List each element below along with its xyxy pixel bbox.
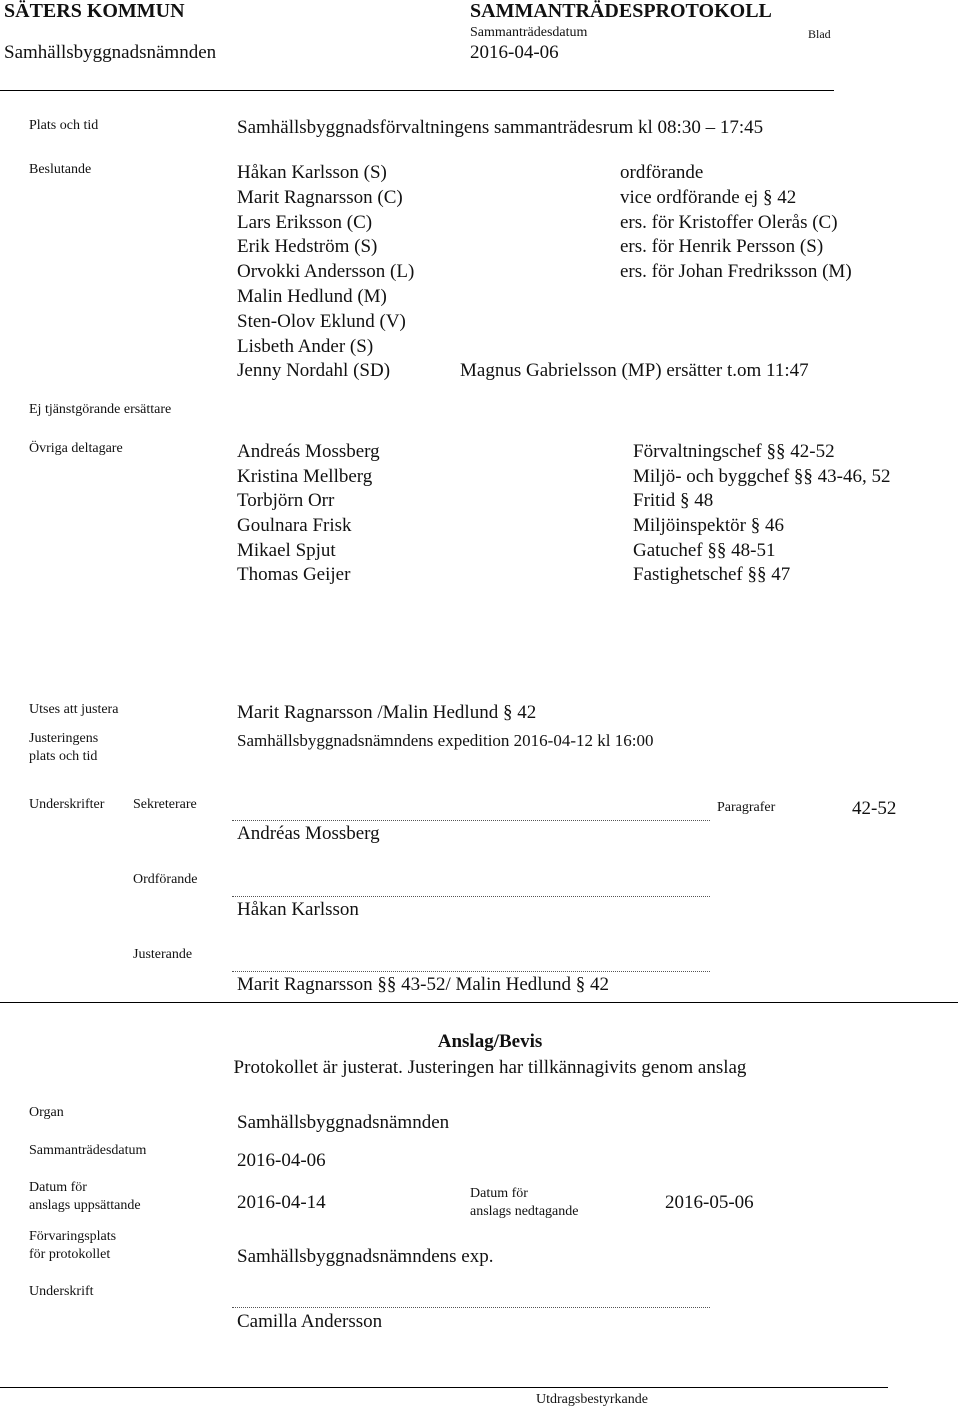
document-type: SAMMANTRÄDESPROTOKOLL — [470, 0, 772, 22]
municipality-name: SÄTERS KOMMUN — [4, 0, 185, 22]
secretary-signature-line — [232, 820, 710, 821]
participant-role: Fritid § 48 — [633, 490, 714, 511]
substitutes-label: Ej tjänstgörande ersättare — [29, 402, 172, 417]
adjuster-signature-line — [232, 971, 710, 972]
removed-label-1: Datum för — [470, 1186, 528, 1201]
member-name: Orvokki Andersson (L) — [237, 261, 415, 282]
member-name: Jenny Nordahl (SD) — [237, 360, 391, 381]
adjust-place-label-2: plats och tid — [29, 749, 98, 764]
posted-label-1: Datum för — [29, 1180, 87, 1195]
participant-name: Goulnara Frisk — [237, 515, 352, 536]
storage-label-1: Förvaringsplats — [29, 1229, 117, 1244]
place-label: Plats och tid — [29, 118, 99, 133]
posted-value: 2016-04-14 — [237, 1192, 326, 1213]
page-label: Blad — [808, 27, 831, 41]
adjust-value: Marit Ragnarsson /Malin Hedlund § 42 — [237, 702, 537, 723]
participant-role: Fastighetschef §§ 47 — [633, 564, 791, 585]
participant-role: Miljöinspektör § 46 — [633, 515, 784, 536]
footer-rule — [0, 1387, 888, 1388]
signature-name: Camilla Andersson — [237, 1311, 383, 1332]
adjuster-name: Marit Ragnarsson §§ 43-52/ Malin Hedlund § 42 — [237, 974, 610, 995]
member-name: Lisbeth Ander (S) — [237, 336, 374, 357]
signature-label: Underskrift — [29, 1284, 94, 1299]
storage-value: Samhällsbyggnadsnämndens exp. — [237, 1246, 494, 1267]
storage-label-2: för protokollet — [29, 1247, 111, 1262]
notice-date-label: Sammanträdesdatum — [29, 1143, 147, 1158]
adjust-place-value: Samhällsbyggnadsnämndens expedition 2016-04-12 kl 16:00 — [237, 731, 654, 750]
member-name: Malin Hedlund (M) — [237, 286, 387, 307]
place-value: Samhällsbyggnadsförvaltningens sammanträdesrum kl 08:30 – 17:45 — [237, 117, 764, 138]
certify-label: Utdragsbestyrkande — [536, 1392, 648, 1407]
member-name: Lars Eriksson (C) — [237, 212, 373, 233]
notice-text: Protokollet är justerat. Justeringen har tillkännagivits genom anslag — [233, 1057, 747, 1078]
secretary-name: Andréas Mossberg — [237, 823, 380, 844]
chair-label: Ordförande — [133, 872, 198, 887]
participant-name: Thomas Geijer — [237, 564, 351, 585]
paragraphs-label: Paragrafer — [717, 800, 776, 815]
notice-signature-line — [232, 1307, 710, 1308]
notice-date-value: 2016-04-06 — [237, 1150, 326, 1171]
participant-role: Miljö- och byggchef §§ 43-46, 52 — [633, 466, 891, 487]
chair-name: Håkan Karlsson — [237, 899, 359, 920]
header-rule — [0, 90, 834, 91]
participant-name: Kristina Mellberg — [237, 466, 373, 487]
participant-role: Gatuchef §§ 48-51 — [633, 540, 776, 561]
organ-value: Samhällsbyggnadsnämnden — [237, 1112, 450, 1133]
meeting-date: 2016-04-06 — [470, 42, 559, 63]
notice-title: Anslag/Bevis — [437, 1031, 543, 1052]
removed-value: 2016-05-06 — [665, 1192, 754, 1213]
member-name: Håkan Karlsson (S) — [237, 162, 387, 183]
participant-name: Andreás Mossberg — [237, 441, 380, 462]
signatures-label: Underskrifter — [29, 797, 105, 812]
adjust-place-label-1: Justeringens — [29, 731, 99, 746]
member-role: Magnus Gabrielsson (MP) ersätter t.om 11:47 — [460, 360, 809, 381]
participant-role: Förvaltningschef §§ 42-52 — [633, 441, 835, 462]
date-label: Sammanträdesdatum — [470, 25, 588, 40]
removed-label-2: anslags nedtagande — [470, 1204, 579, 1219]
committee-name: Samhällsbyggnadsnämnden — [4, 42, 217, 63]
member-role: ers. för Kristoffer Olerås (C) — [620, 212, 838, 233]
adjust-label: Utses att justera — [29, 702, 119, 717]
participant-name: Mikael Spjut — [237, 540, 336, 561]
member-role: ers. för Henrik Persson (S) — [620, 236, 824, 257]
member-role: vice ordförande ej § 42 — [620, 187, 797, 208]
paragraphs-value: 42-52 — [852, 798, 897, 819]
posted-label-2: anslags uppsättande — [29, 1198, 141, 1213]
member-name: Marit Ragnarsson (C) — [237, 187, 403, 208]
secretary-label: Sekreterare — [133, 797, 197, 812]
decision-makers-label: Beslutande — [29, 162, 92, 177]
signatures-rule — [0, 1002, 958, 1003]
adjuster-label: Justerande — [133, 947, 193, 962]
member-name: Sten-Olov Eklund (V) — [237, 311, 406, 332]
member-role: ordförande — [620, 162, 704, 183]
organ-label: Organ — [29, 1105, 64, 1120]
others-label: Övriga deltagare — [29, 441, 123, 456]
chair-signature-line — [232, 896, 710, 897]
member-name: Erik Hedström (S) — [237, 236, 378, 257]
member-role: ers. för Johan Fredriksson (M) — [620, 261, 852, 282]
participant-name: Torbjörn Orr — [237, 490, 335, 511]
